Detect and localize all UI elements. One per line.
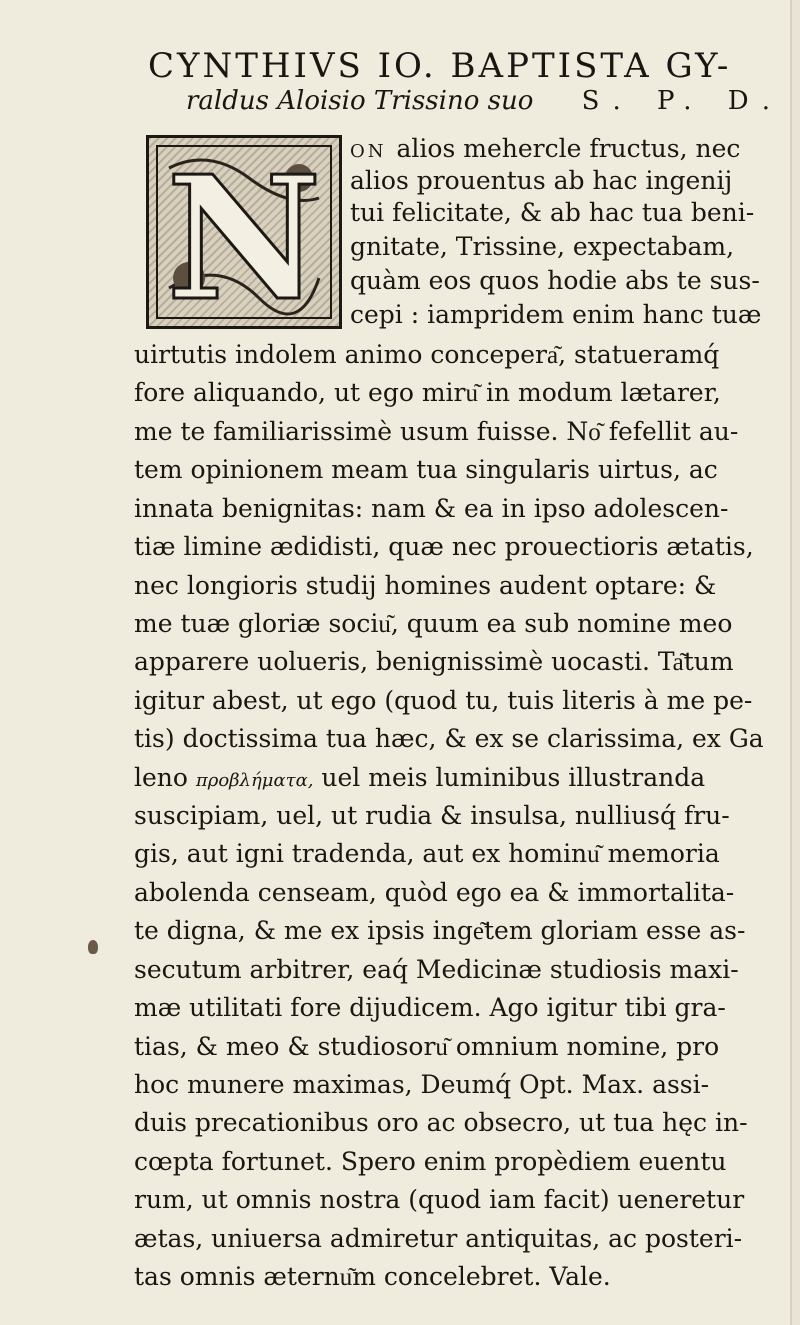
heading-line-2: [186, 86, 784, 116]
text-line: abolenda censeam, quòd ego ea & immortalita-: [134, 878, 735, 907]
text-line: gnitate, Trissine, expectabam,: [350, 232, 735, 261]
text-line: tas omnis æternu͂m concelebret. Vale.: [134, 1262, 611, 1291]
initial-letter: N: [166, 139, 322, 326]
text-line: tem opinionem meam tua singularis uirtus, ac: [134, 455, 718, 484]
text-line: me tuæ gloriæ sociu͂, quum ea sub nomine meo: [134, 609, 733, 638]
text-line: apparere uolueris, benignissimè uocasti. Ta͂tum: [134, 647, 734, 676]
text-line: tui felicitate, & ab hac tua beni-: [350, 198, 755, 227]
text-line: rum, ut omnis nostra (quod iam facit) ueneretur: [134, 1185, 745, 1214]
text-line: tis) doctissima tua hæc, & ex se clarissima, ex Ga: [134, 724, 764, 753]
text-line: cœpta fortunet. Spero enim propèdiem euentu: [134, 1147, 727, 1176]
text-line: suscipiam, uel, ut rudia & insulsa, nulliusq́ fru-: [134, 801, 730, 830]
text-line: duis precationibus oro ac obsecro, ut tua hęc in-: [134, 1108, 748, 1137]
text-line: nec longioris studij homines audent optare: &: [134, 571, 717, 600]
text-line-rest: alios mehercle fructus, nec: [396, 134, 741, 163]
text-line: [350, 134, 764, 164]
text-line-caps: ON: [350, 141, 387, 162]
text-line: fore aliquando, ut ego miru͂ in modum lætarer,: [134, 378, 721, 407]
text-word: uel meis luminibus illustranda: [321, 763, 706, 792]
decorated-initial: [146, 135, 342, 329]
ink-blot-mark: [88, 940, 98, 954]
text-line: [134, 763, 764, 793]
heading-addressee: raldus Aloisio Trissino suo: [186, 86, 534, 116]
text-line: quàm eos quos hodie abs te sus-: [350, 266, 760, 295]
text-line: ætas, uniuersa admiretur antiquitas, ac posteri-: [134, 1224, 743, 1253]
text-line: tiæ limine ædidisti, quæ nec prouectioris ætatis,: [134, 532, 754, 561]
text-line: hoc munere maximas, Deumq́ Opt. Max. assi-: [134, 1070, 710, 1099]
heading-salutation: S. P. D.: [581, 86, 784, 116]
text-line: me te familiarissimè usum fuisse. No͂ fefellit au-: [134, 417, 739, 446]
text-line: gis, aut igni tradenda, aut ex hominu͂ memoria: [134, 839, 720, 868]
woodcut-initial-n-icon: [149, 138, 339, 326]
text-word: leno: [134, 763, 188, 792]
text-line: innata benignitas: nam & ea in ipso adolescen-: [134, 494, 729, 523]
text-line: tias, & meo & studiosoru͂ omnium nomine, pro: [134, 1032, 720, 1061]
greek-word: προβλήματα,: [195, 770, 314, 791]
text-line: uirtutis indolem animo concepera͂, statueramq́: [134, 340, 720, 369]
text-line: igitur abest, ut ego (quod tu, tuis literis à me pe-: [134, 686, 753, 715]
heading-line-1: CYNTHIVS IO. BAPTISTA GY-: [148, 46, 732, 86]
text-line: cepi : iampridem enim hanc tuæ: [350, 300, 762, 329]
text-line: mæ utilitati fore dijudicem. Ago igitur tibi gra-: [134, 993, 726, 1022]
text-line: secutum arbitrer, eaq́ Medicinæ studiosis maxi-: [134, 955, 739, 984]
text-line: te digna, & me ex ipsis inge͂tem gloriam esse as-: [134, 916, 746, 945]
text-line: alios prouentus ab hac ingenij: [350, 166, 733, 195]
